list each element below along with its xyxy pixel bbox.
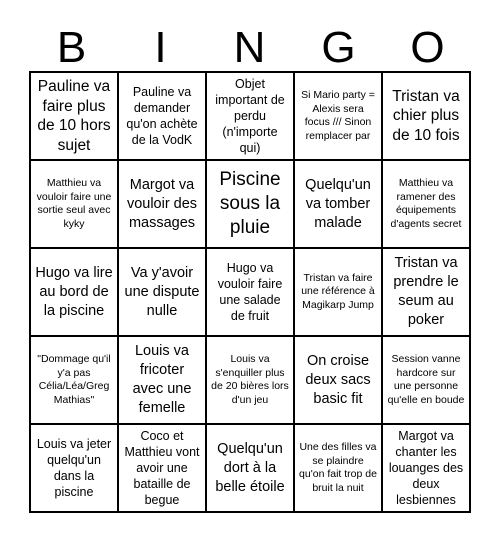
bingo-cell[interactable]: Tristan va prendre le seum au poker (382, 248, 470, 336)
bingo-cell[interactable]: Quelqu'un dort à la belle étoile (206, 424, 294, 512)
bingo-cell[interactable]: Louis va s'enquiller plus de 20 bières lors d'un jeu (206, 336, 294, 424)
bingo-cell[interactable]: "Dommage qu'il y'a pas Célia/Léa/Greg Mathias" (30, 336, 118, 424)
bingo-grid (29, 71, 471, 513)
bingo-cell[interactable]: Quelqu'un va tomber malade (294, 160, 382, 248)
bingo-cell[interactable]: Une des filles va se plaindre qu'on fait trop de bruit la nuit (294, 424, 382, 512)
bingo-cell[interactable]: Va y'avoir une dispute nulle (118, 248, 206, 336)
header-letter-i: I (154, 23, 167, 72)
bingo-cell[interactable]: Piscine sous la pluie (206, 160, 294, 248)
header-letter-g: G (321, 23, 356, 72)
bingo-cell[interactable]: Hugo va vouloir faire une salade de fruit (206, 248, 294, 336)
bingo-cell[interactable]: Margot va vouloir des massages (118, 160, 206, 248)
bingo-cell[interactable]: On croise deux sacs basic fit (294, 336, 382, 424)
header-letter-n: N (233, 23, 266, 72)
bingo-cell[interactable]: Margot va chanter les louanges des deux lesbiennes (382, 424, 470, 512)
bingo-cell[interactable]: Pauline va demander qu'on achète de la VodK (118, 72, 206, 160)
bingo-cell[interactable]: Coco et Matthieu vont avoir une bataille de begue (118, 424, 206, 512)
bingo-cell[interactable]: Si Mario party = Alexis sera focus /// Sinon remplacer par (294, 72, 382, 160)
bingo-cell[interactable]: Pauline va faire plus de 10 hors sujet (30, 72, 118, 160)
header-letter-b: B (56, 23, 87, 72)
bingo-cell[interactable]: Matthieu va vouloir faire une sortie seul avec kyky (30, 160, 118, 248)
bingo-cell[interactable]: Tristan va chier plus de 10 fois (382, 72, 470, 160)
bingo-cell[interactable]: Objet important de perdu (n'importe qui) (206, 72, 294, 160)
bingo-header (27, 24, 472, 72)
header-letter-o: O (410, 23, 445, 72)
bingo-cell[interactable]: Louis va fricoter avec une femelle (118, 336, 206, 424)
bingo-cell[interactable]: Louis va jeter quelqu'un dans la piscine (30, 424, 118, 512)
bingo-cell[interactable]: Session vanne hardcore sur une personne qu'elle en boude (382, 336, 470, 424)
bingo-cell[interactable]: Tristan va faire une référence à Magikarp Jump (294, 248, 382, 336)
bingo-cell[interactable]: Hugo va lire au bord de la piscine (30, 248, 118, 336)
bingo-cell[interactable]: Matthieu va ramener des équipements d'agents secret (382, 160, 470, 248)
